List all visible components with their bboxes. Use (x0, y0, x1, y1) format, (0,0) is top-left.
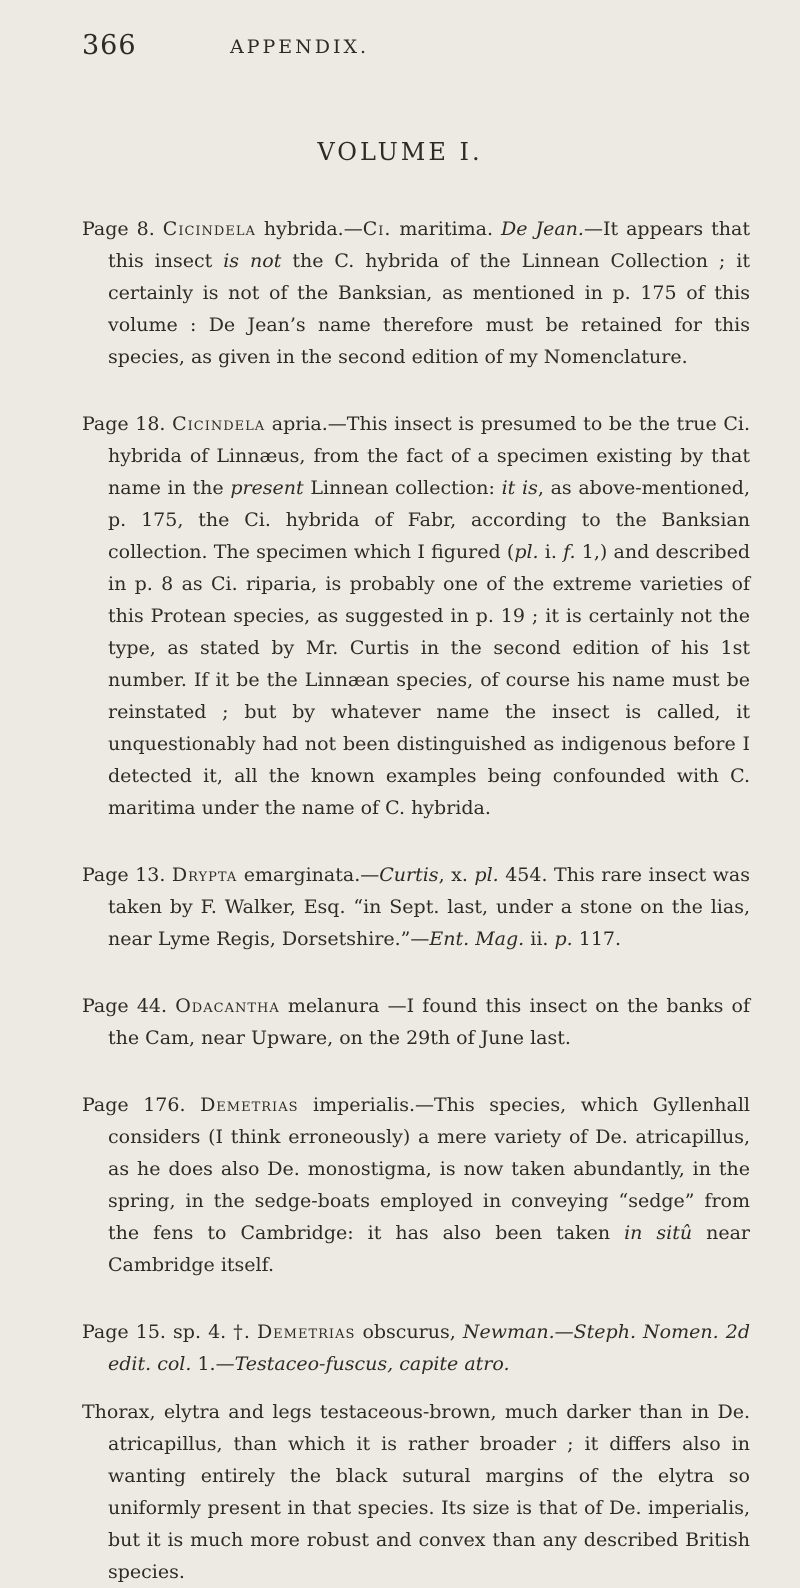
entry-text: hybrida.— (255, 218, 363, 240)
entry-text: the C. hybrida of the Linnean Collection ; it certainly is not of the Banksian, as mentioned in p. 175 of this volume : De Jean’s name therefore must be retained for this species, as given in the second edition of my Nomenclature. (108, 250, 750, 368)
running-head (82, 30, 746, 70)
entry-text: melanura —I found this insect on the banks of the Cam, near Upware, on the 29th of June last. (108, 995, 750, 1049)
entry-text: De Jean. (501, 218, 584, 240)
entry-text: it is (501, 477, 538, 499)
entry-text: present (230, 477, 304, 499)
entry-text: p. (554, 928, 573, 950)
entry-text: Thorax, elytra and legs testaceous-brown, much darker than in De. atricapillus, than which it is rather broader ; it differs also in wanting entirely the black sutural margins of the elytra so uniformly present in that species. Its size is that of De. imperialis, but it is much more robust and convex than any described British species. (82, 1401, 750, 1583)
appendix-entry (82, 859, 750, 955)
entry-text: Testaceo-fuscus, capite atro. (234, 1353, 510, 1375)
entry-text: 1,) and described in p. 8 as Ci. riparia, is probably one of the extreme varieties of this Protean species, as suggested in p. 19 ; it is certainly not the type, as stated by Mr. Curtis in the second edition of his 1st number. If it be the Linnæan species, of course his name must be reinstated ; but by whatever name the insect is called, it unquestionably had not been distinguished as indigenous before I detected it, all the known examples being confounded with C. maritima under the name of C. hybrida. (108, 541, 751, 819)
entry-text: Curtis (379, 864, 439, 886)
section-title: VOLUME I. (317, 138, 483, 166)
entry-text: 117. (572, 928, 622, 950)
entry-text: —It appears that this insect (108, 218, 750, 272)
genus-name: Demetrias (256, 1321, 356, 1343)
entry-text: Linnean collection: (303, 477, 502, 499)
entry-text: , x. (438, 864, 475, 886)
entry-text: maritima. (391, 218, 502, 240)
genus-name: Odacantha (175, 995, 280, 1017)
running-title: APPENDIX. (230, 36, 370, 58)
entry-text: f. (563, 541, 576, 563)
entry-text: near Cambridge itself. (108, 1222, 750, 1276)
entry-text: , as above-mentioned, p. 175, the Ci. hybrida of Fabr, according to the Banksian collection. The specimen which I figured ( (108, 477, 750, 563)
entry-text: Page 8. (82, 218, 163, 240)
entry-text: apria.—This insect is presumed to be the true Ci. hybrida of Linnæus, from the fact of a specimen existing by that name in the (108, 413, 750, 499)
entry-text: Page 18. (82, 413, 173, 435)
genus-name: Cicindela (172, 413, 266, 435)
appendix-entry (82, 408, 750, 824)
entry-text: Newman.—Steph. Nomen. 2d edit. col. (108, 1321, 750, 1375)
entry-text: ii. (524, 928, 555, 950)
entry-text: pl. (474, 864, 499, 886)
entry-text: is not (223, 250, 282, 272)
entry-text: Page 176. (82, 1094, 201, 1116)
entry-text: Page 13. (82, 864, 172, 886)
entry-text: Page 44. (82, 995, 176, 1017)
entry-text: in sitû (624, 1222, 693, 1244)
appendix-entry (82, 1396, 750, 1588)
appendix-entry (82, 990, 750, 1054)
entry-text: 1.— (191, 1353, 235, 1375)
genus-name: Demetrias (200, 1094, 299, 1116)
entry-text: obscurus, (355, 1321, 463, 1343)
entry-text: 454. This rare insect was taken by F. Walker, Esq. “in Sept. last, under a stone on the lias, near Lyme Regis, Dorsetshire.”— (108, 864, 750, 950)
entry-text: Page 15. sp. 4. †. (82, 1321, 257, 1343)
appendix-entry (82, 1316, 750, 1380)
genus-name: Ci. (362, 218, 392, 240)
page-number: 366 (82, 30, 137, 61)
entry-text: imperialis.—This species, which Gyllenhall considers (I think erroneously) a mere variety of De. atricapillus, as he does also De. monostigma, is now taken abundantly, in the spring, in the sedge-boats employed in conveying “sedge” from the fens to Cambridge: it has also been taken (108, 1094, 750, 1244)
entry-text: Ent. Mag. (429, 928, 525, 950)
genus-name: Drypta (171, 864, 238, 886)
entry-text: emarginata.— (237, 864, 380, 886)
entry-text: i. (538, 541, 564, 563)
appendix-entries (82, 213, 750, 1588)
appendix-entry (82, 1089, 750, 1281)
entry-text: pl. (514, 541, 539, 563)
appendix-entry (82, 213, 750, 373)
genus-name: Cicindela (162, 218, 256, 240)
